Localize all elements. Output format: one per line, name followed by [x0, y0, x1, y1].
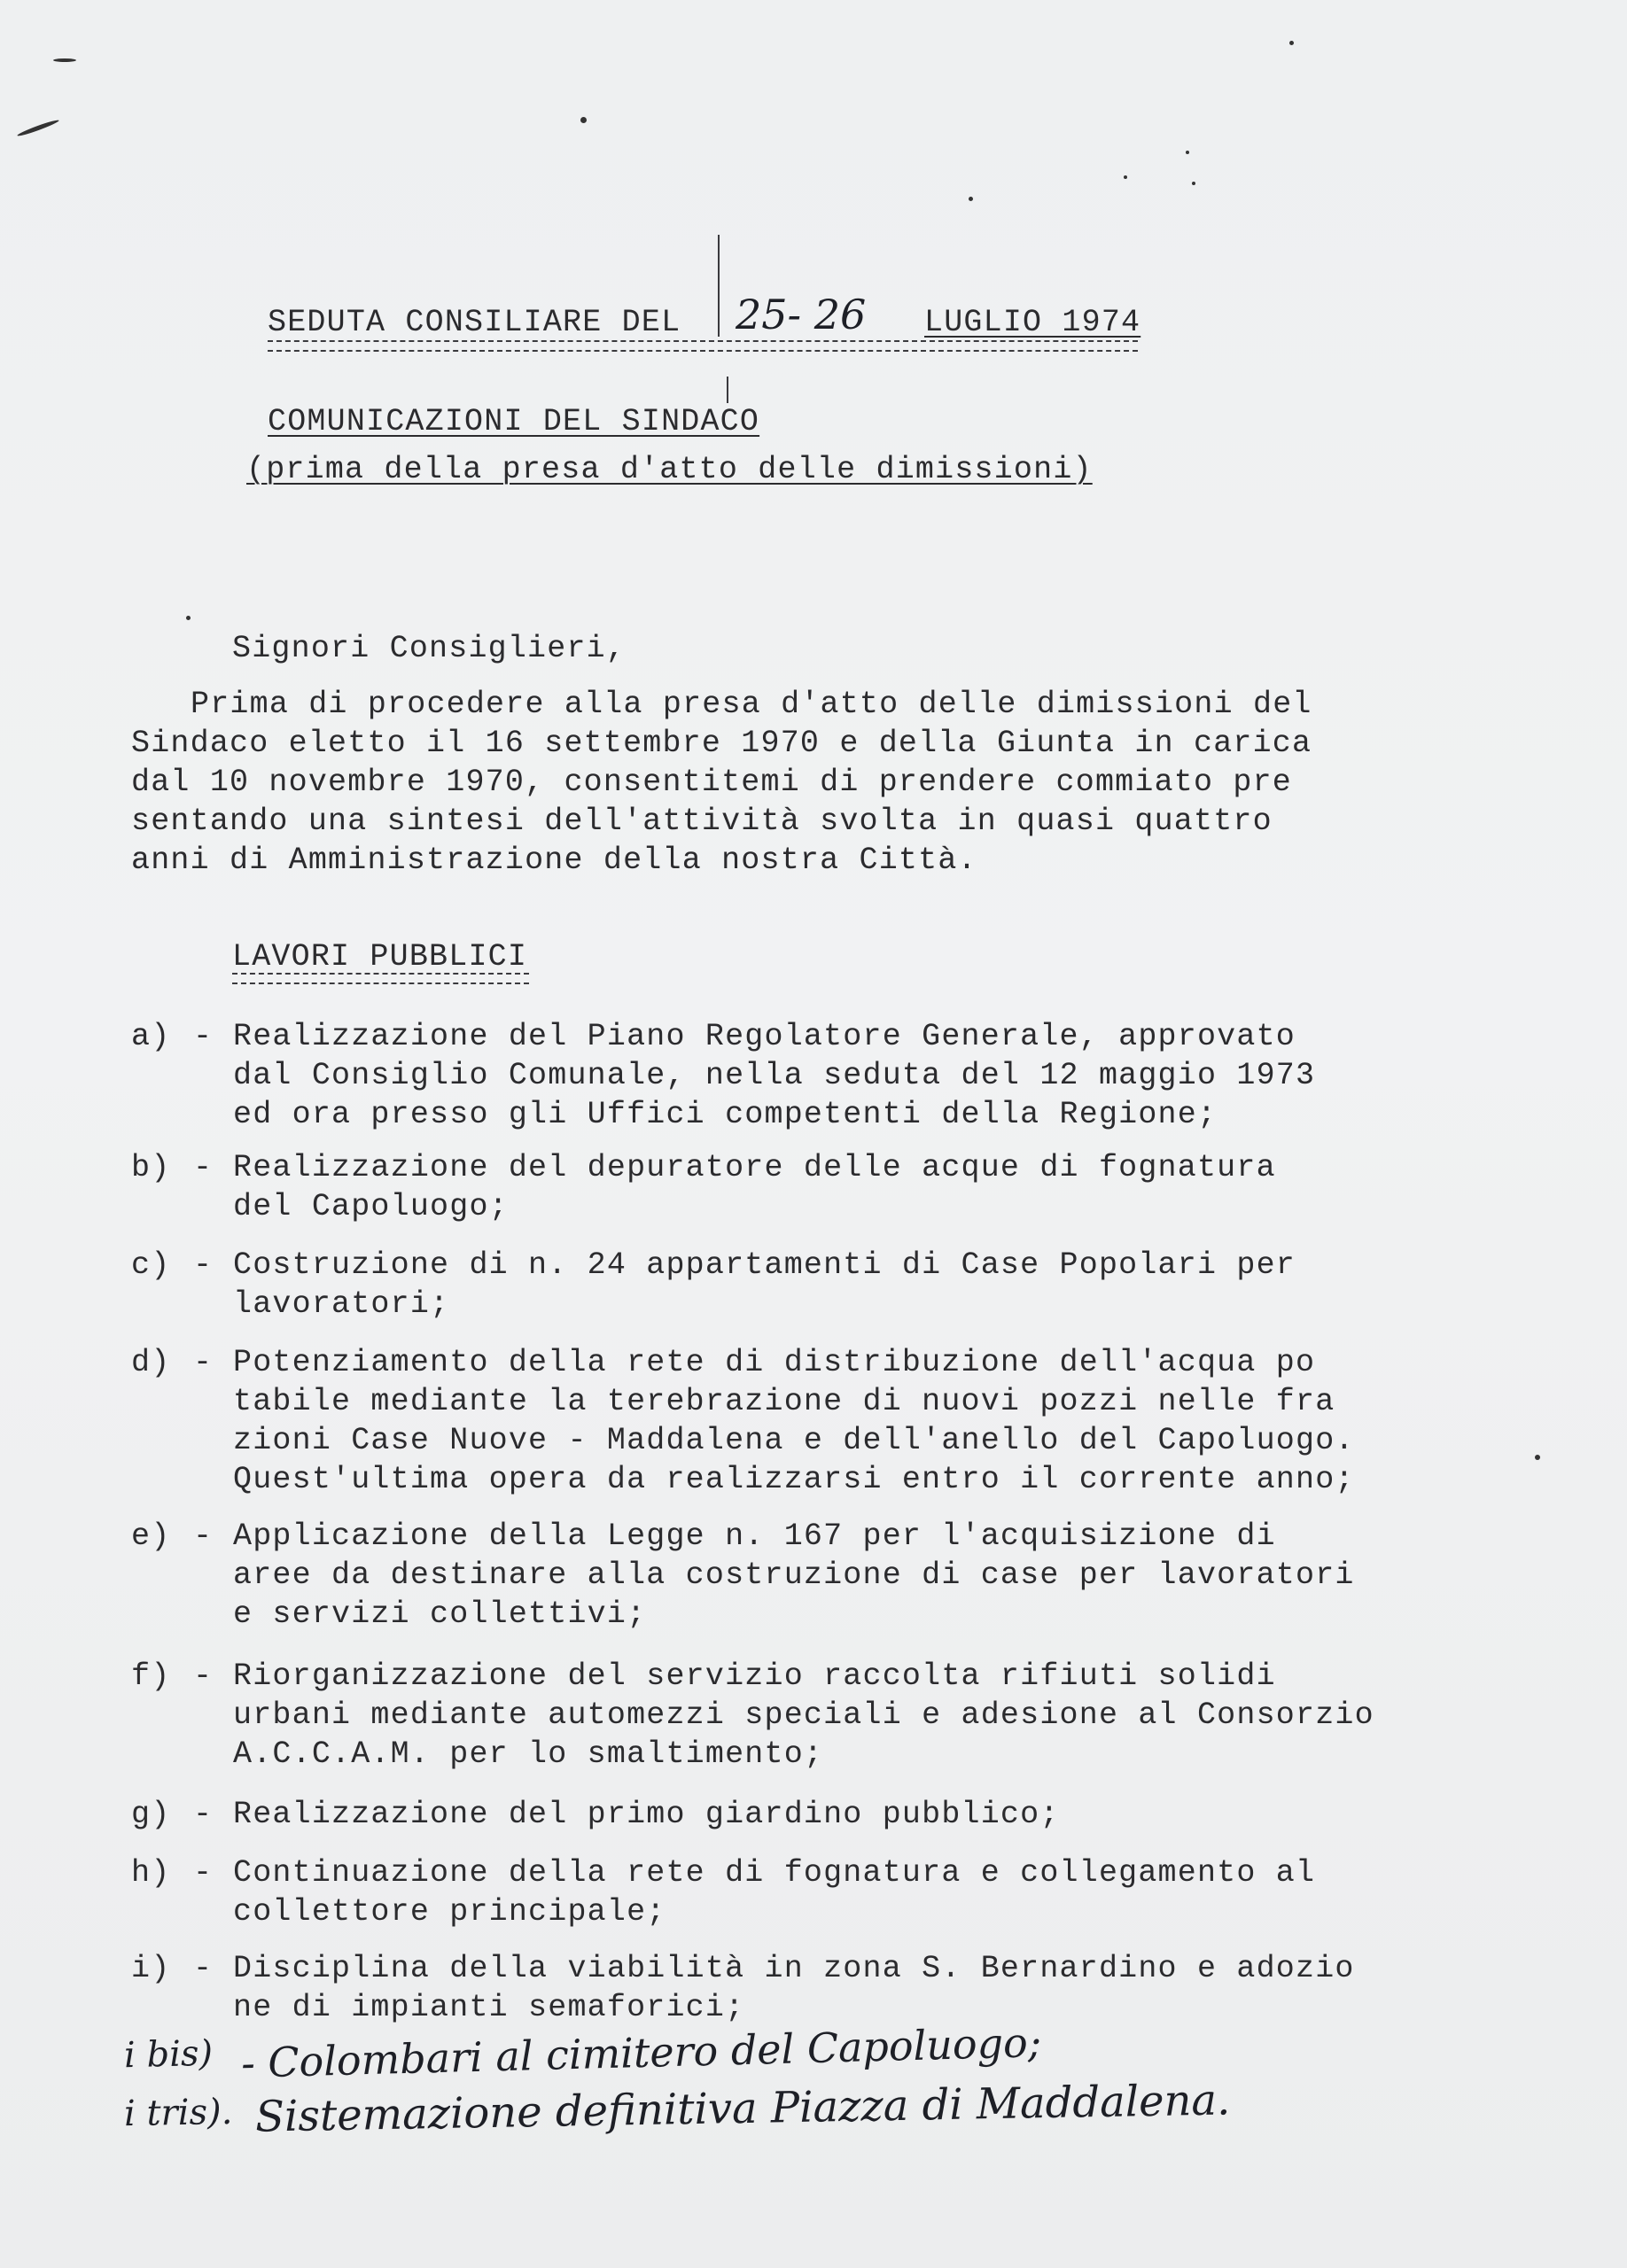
scan-mark: [17, 119, 60, 138]
item-dash: -: [193, 1518, 214, 1554]
item-letter: b): [131, 1150, 171, 1185]
handwritten-line: - Colombari al cimitero del Capoluogo;: [240, 2018, 1042, 2087]
item-dash: -: [193, 1951, 214, 1986]
handwritten-letter: i tris).: [123, 2091, 233, 2135]
handwritten-line: Sistemazione definitiva Piazza di Maddalena.: [254, 2075, 1231, 2142]
subheader-line2: (prima della presa d'atto delle dimissioni): [246, 452, 1093, 487]
item-line: dal Consiglio Comunale, nella seduta del 12 maggio 1973: [233, 1058, 1316, 1093]
item-dash: -: [193, 1150, 214, 1185]
handwritten-letter: i bis): [123, 2032, 214, 2077]
item-line: del Capoluogo;: [233, 1189, 509, 1224]
item-letter: h): [131, 1855, 171, 1891]
header-title-suffix: LUGLIO 1974: [924, 305, 1141, 340]
item-line: ne di impianti semaforici;: [233, 1990, 745, 2025]
subheader-line1: COMUNICAZIONI DEL SINDACO: [268, 404, 760, 439]
pen-stroke: [727, 377, 728, 403]
scan-mark: [1186, 151, 1189, 154]
item-line: A.C.C.A.M. per lo smaltimento;: [233, 1736, 824, 1772]
intro-line: Sindaco eletto il 16 settembre 1970 e della Giunta in carica: [131, 726, 1312, 761]
item-line: Costruzione di n. 24 appartamenti di Case Popolari per: [233, 1247, 1296, 1283]
item-dash: -: [193, 1345, 214, 1380]
scan-mark: [969, 197, 973, 201]
item-letter: g): [131, 1797, 171, 1832]
item-line: Realizzazione del depuratore delle acque di fognatura: [233, 1150, 1276, 1185]
item-line: aree da destinare alla costruzione di case per lavoratori: [233, 1557, 1355, 1593]
scan-mark: [53, 58, 76, 62]
item-dash: -: [193, 1658, 214, 1694]
item-dash: -: [193, 1019, 214, 1054]
item-line: Realizzazione del primo giardino pubblico;: [233, 1797, 1060, 1832]
pen-stroke: [718, 235, 720, 337]
list-item: [131, 1949, 1460, 2027]
intro-line: sentando una sintesi dell'attività svolta in quasi quattro: [131, 804, 1273, 839]
item-letter: i): [131, 1951, 171, 1986]
intro-line: anni di Amministrazione della nostra Città.: [131, 843, 977, 878]
item-line: e servizi collettivi;: [233, 1596, 647, 1632]
item-letter: e): [131, 1518, 171, 1554]
item-dash: -: [193, 1855, 214, 1891]
item-line: ed ora presso gli Uffici competenti della Regione;: [233, 1097, 1218, 1132]
list-item: [131, 1017, 1460, 1134]
header-title-prefix: SEDUTA CONSILIARE DEL: [268, 305, 681, 340]
section-title-double-underline: [232, 973, 529, 984]
item-line: lavoratori;: [233, 1286, 450, 1322]
header-double-underline: [268, 340, 1138, 352]
list-item: [131, 1246, 1460, 1324]
item-line: Realizzazione del Piano Regolatore Generale, approvato: [233, 1019, 1296, 1054]
item-line: Riorganizzazione del servizio raccolta rifiuti solidi: [233, 1658, 1276, 1694]
item-line: tabile mediante la terebrazione di nuovi pozzi nelle fra: [233, 1384, 1335, 1419]
item-letter: c): [131, 1247, 171, 1283]
item-line: Quest'ultima opera da realizzarsi entro il corrente anno;: [233, 1462, 1355, 1497]
scan-mark: [1289, 41, 1294, 45]
scan-mark: [186, 616, 191, 620]
intro-line: dal 10 novembre 1970, consentitemi di prendere commiato pre: [131, 765, 1293, 800]
list-item: [131, 1148, 1460, 1226]
header-date-handwritten: 25- 26: [736, 291, 867, 338]
salutation: Signori Consiglieri,: [232, 631, 627, 666]
list-item: [131, 1853, 1460, 1931]
item-dash: -: [193, 1247, 214, 1283]
item-letter: d): [131, 1345, 171, 1380]
item-letter: a): [131, 1019, 171, 1054]
item-letter: f): [131, 1658, 171, 1694]
item-line: urbani mediante automezzi speciali e adesione al Consorzio: [233, 1697, 1374, 1733]
list-item: [131, 1657, 1460, 1774]
list-item: [131, 1343, 1460, 1499]
scan-mark: [1535, 1455, 1540, 1460]
scan-mark: [1124, 175, 1127, 179]
item-line: collettore principale;: [233, 1894, 666, 1930]
list-item: [131, 1517, 1460, 1634]
item-line: Disciplina della viabilità in zona S. Bernardino e adozio: [233, 1951, 1355, 1986]
item-line: Potenziamento della rete di distribuzione dell'acqua po: [233, 1345, 1316, 1380]
section-title: LAVORI PUBBLICI: [232, 939, 528, 975]
item-line: Applicazione della Legge n. 167 per l'acquisizione di: [233, 1518, 1276, 1554]
scan-mark: [580, 117, 587, 123]
item-dash: -: [193, 1797, 214, 1832]
list-item: [131, 1795, 1460, 1834]
scan-mark: [1192, 182, 1195, 185]
item-line: Continuazione della rete di fognatura e collegamento al: [233, 1855, 1316, 1891]
item-line: zioni Case Nuove - Maddalena e dell'anello del Capoluogo.: [233, 1423, 1355, 1458]
intro-line: Prima di procedere alla presa d'atto delle dimissioni del: [191, 687, 1312, 722]
